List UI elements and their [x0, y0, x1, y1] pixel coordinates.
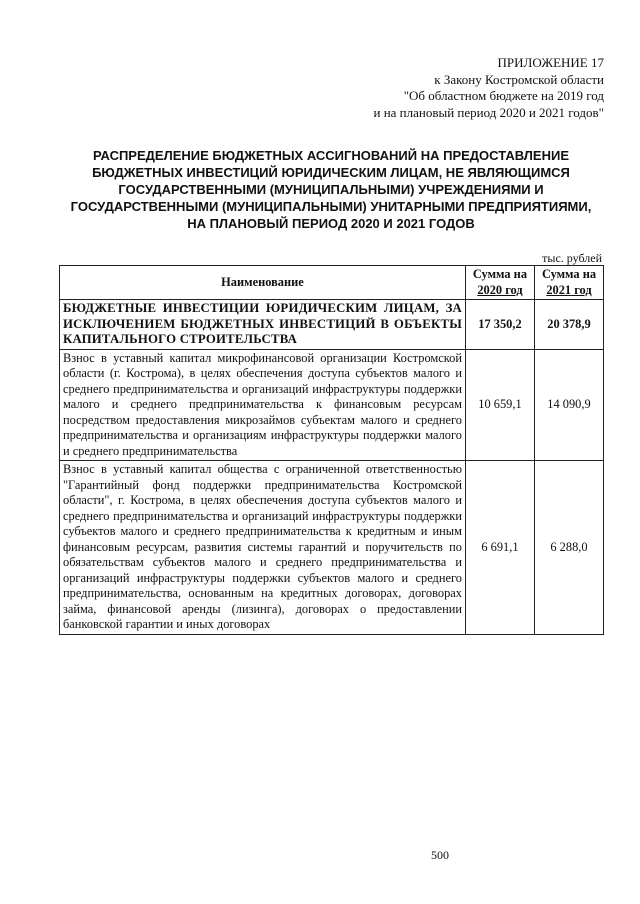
- table-header-row: [60, 266, 604, 300]
- title-line: ГОСУДАРСТВЕННЫМИ (МУНИЦИПАЛЬНЫМИ) УЧРЕЖДЕНИЯМИ И: [118, 182, 544, 197]
- row-amount-2020: 17 350,2: [465, 300, 534, 350]
- header-2021: [534, 266, 603, 300]
- row-name: БЮДЖЕТНЫЕ ИНВЕСТИЦИИ ЮРИДИЧЕСКИМ ЛИЦАМ, ЗА ИСКЛЮЧЕНИЕМ БЮДЖЕТНЫХ ИНВЕСТИЦИЙ В ОБЪЕКТЫ КАПИТАЛЬНОГО СТРОИТЕЛЬСТВА: [60, 300, 466, 350]
- row-amount-2020: 6 691,1: [465, 461, 534, 635]
- annex-block: [304, 55, 604, 121]
- header-name: [60, 266, 466, 300]
- title-line: БЮДЖЕТНЫХ ИНВЕСТИЦИЙ ЮРИДИЧЕСКИМ ЛИЦАМ, НЕ ЯВЛЯЮЩИМСЯ: [92, 165, 570, 180]
- annex-line: и на плановый период 2020 и 2021 годов": [373, 104, 604, 120]
- page-number: 500: [431, 848, 449, 862]
- title-line: ГОСУДАРСТВЕННЫМИ (МУНИЦИПАЛЬНЫМИ) УНИТАРНЫМИ ПРЕДПРИЯТИЯМИ,: [70, 199, 592, 214]
- title-line: НА ПЛАНОВЫЙ ПЕРИОД 2020 И 2021 ГОДОВ: [187, 216, 475, 231]
- header-2020-line1: Сумма на: [472, 267, 528, 281]
- row-name: Взнос в уставный капитал общества с ограниченной ответственностью "Гарантийный фонд поддержки предпринимательства Костромской области", г. Кострома, в целях обеспечения доступа субъектов малого и среднего предпринимательства и организаций инфраструктуры поддержки субъектов малого и среднего предпринимательства к кредитным и иным финансовым ресурсам, развития системы гарантий и поручительств по обязательствам субъектов малого и среднего предпринимательства и организаций инфраструктуры поддержки субъектов малого и среднего предпринимательства, основанным на кредитных договорах, договорах займа, финансовой аренды (лизинга), договорах о предоставлении банковской гарантии и иных договорах: [60, 461, 466, 635]
- annex-line: к Закону Костромской области: [434, 71, 604, 87]
- annex-line: ПРИЛОЖЕНИЕ 17: [497, 55, 604, 70]
- annex-line: "Об областном бюджете на 2019 год: [403, 88, 604, 103]
- table-row: [60, 349, 604, 461]
- header-name-label: Наименование: [221, 274, 304, 289]
- row-amount-2021: 6 288,0: [534, 461, 603, 635]
- row-amount-2021: 20 378,9: [534, 300, 603, 350]
- row-name: Взнос в уставный капитал микрофинансовой организации Костромской области (г. Кострома), в целях обеспечения доступа субъектов малого и среднего предпринимательства и организаций инфраструктуры поддержки малого и среднего предпринимательства к финансовым ресурсам посредством предоставления микрозаймов субъектам малого и среднего предпринимательства и организациям инфраструктуры поддержки малого и среднего предпринимательства: [60, 349, 466, 461]
- units-label: тыс. рублей: [542, 251, 602, 265]
- row-amount-2021: 14 090,9: [534, 349, 603, 461]
- budget-table: [59, 265, 604, 635]
- header-2021-line2: 2021 год: [546, 282, 592, 297]
- header-2020-line2: 2020 год: [477, 282, 523, 297]
- header-2021-line1: Сумма на: [541, 267, 597, 281]
- document-title: [60, 147, 602, 232]
- header-2020: [465, 266, 534, 300]
- title-line: РАСПРЕДЕЛЕНИЕ БЮДЖЕТНЫХ АССИГНОВАНИЙ НА ПРЕДОСТАВЛЕНИЕ: [92, 148, 569, 163]
- row-amount-2020: 10 659,1: [465, 349, 534, 461]
- table-row-total: [60, 300, 604, 350]
- table-row: [60, 461, 604, 635]
